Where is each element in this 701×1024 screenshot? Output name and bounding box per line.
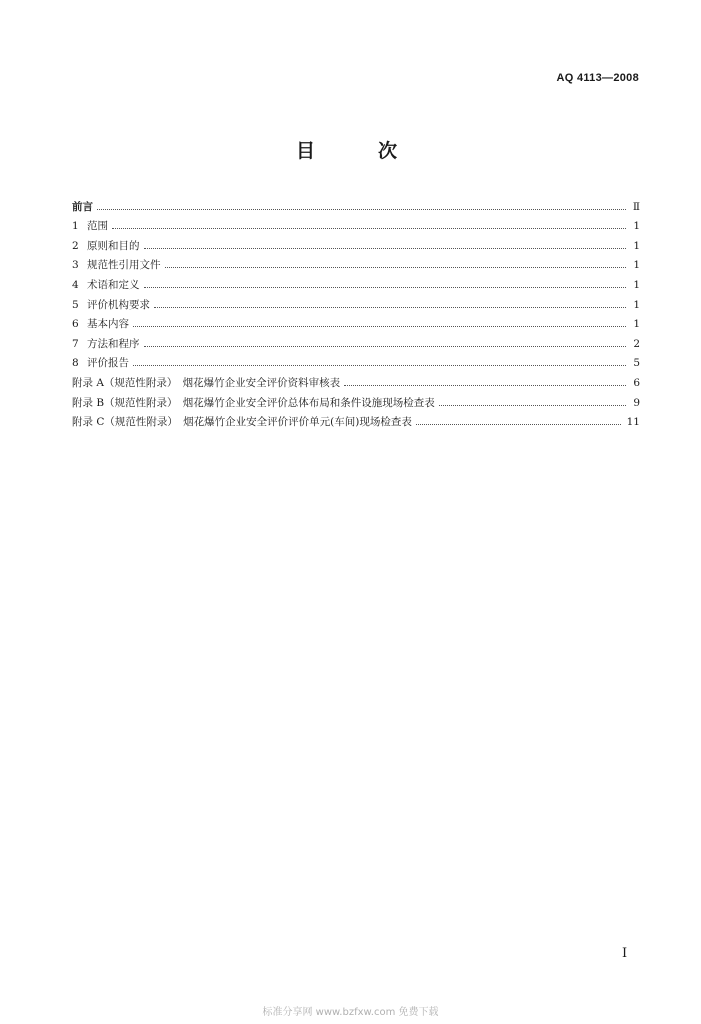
toc-entry-label: 原则和目的 xyxy=(87,239,140,252)
table-of-contents xyxy=(72,193,640,428)
page-number: I xyxy=(622,946,628,961)
toc-leader-dots xyxy=(133,365,626,366)
toc-entry-page: 1 xyxy=(633,239,640,252)
toc-leader-dots xyxy=(112,228,626,229)
standard-code: AQ 4113—2008 xyxy=(556,72,639,84)
toc-entry-label: 范围 xyxy=(87,220,108,233)
toc-entry-number: 3 xyxy=(72,259,79,272)
toc-leader-dots xyxy=(439,405,626,406)
toc-entry-1[interactable] xyxy=(72,213,640,233)
watermark-text: 标准分享网 www.bzfxw.com 免费下载 xyxy=(262,1007,439,1018)
toc-entry-number: 2 xyxy=(72,239,79,252)
toc-entry-page: 6 xyxy=(633,376,640,389)
toc-entry-3[interactable] xyxy=(72,252,640,272)
toc-entry-page: 5 xyxy=(633,357,640,370)
toc-entry-label: 规范性引用文件 xyxy=(87,259,161,272)
toc-entry-label: 附录 C（规范性附录） 烟花爆竹企业安全评价评价单元(车间)现场检查表 xyxy=(72,416,412,429)
toc-entry-page: 1 xyxy=(633,259,640,272)
toc-entry-number: 7 xyxy=(72,337,79,350)
toc-entry-label: 基本内容 xyxy=(87,318,129,331)
toc-entry-7[interactable] xyxy=(72,330,640,350)
toc-entry-page: 11 xyxy=(626,416,640,429)
toc-entry-label: 评价机构要求 xyxy=(87,298,150,311)
toc-leader-dots xyxy=(344,385,626,386)
toc-entry-label: 附录 A（规范性附录） 烟花爆竹企业安全评价资料审核表 xyxy=(72,376,341,389)
toc-entry-number: 1 xyxy=(72,220,79,233)
toc-entry-page: 2 xyxy=(633,337,640,350)
toc-entry-page: 1 xyxy=(633,298,640,311)
toc-entry-label: 前言 xyxy=(72,200,93,213)
toc-leader-dots xyxy=(144,248,627,249)
toc-entry-8[interactable] xyxy=(72,350,640,370)
toc-entry-page: 1 xyxy=(633,318,640,331)
toc-entry-number: 6 xyxy=(72,318,79,331)
toc-leader-dots xyxy=(416,424,621,425)
toc-entry-page: Ⅱ xyxy=(632,200,640,213)
toc-entry-6[interactable] xyxy=(72,311,640,331)
toc-entry-appendix-a[interactable] xyxy=(72,369,640,389)
toc-entry-foreword[interactable] xyxy=(72,193,640,213)
toc-leader-dots xyxy=(154,307,626,308)
toc-leader-dots xyxy=(165,267,627,268)
toc-entry-label: 评价报告 xyxy=(87,357,129,370)
toc-entry-number: 4 xyxy=(72,278,79,291)
toc-leader-dots xyxy=(144,346,627,347)
toc-entry-appendix-c[interactable] xyxy=(72,409,640,429)
toc-entry-label: 方法和程序 xyxy=(87,337,140,350)
toc-entry-appendix-b[interactable] xyxy=(72,389,640,409)
toc-entry-number: 5 xyxy=(72,298,79,311)
toc-leader-dots xyxy=(144,287,627,288)
toc-entry-page: 1 xyxy=(633,220,640,233)
toc-entry-label: 附录 B（规范性附录） 烟花爆竹企业安全评价总体布局和条件设施现场检查表 xyxy=(72,396,435,409)
toc-entry-page: 9 xyxy=(633,396,640,409)
toc-entry-2[interactable] xyxy=(72,232,640,252)
toc-leader-dots xyxy=(97,209,626,210)
toc-entry-5[interactable] xyxy=(72,291,640,311)
toc-entry-page: 1 xyxy=(633,278,640,291)
toc-entry-number: 8 xyxy=(72,357,79,370)
toc-leader-dots xyxy=(133,326,626,327)
toc-entry-label: 术语和定义 xyxy=(87,278,140,291)
page-title: 目 次 xyxy=(295,140,419,162)
toc-entry-4[interactable] xyxy=(72,271,640,291)
